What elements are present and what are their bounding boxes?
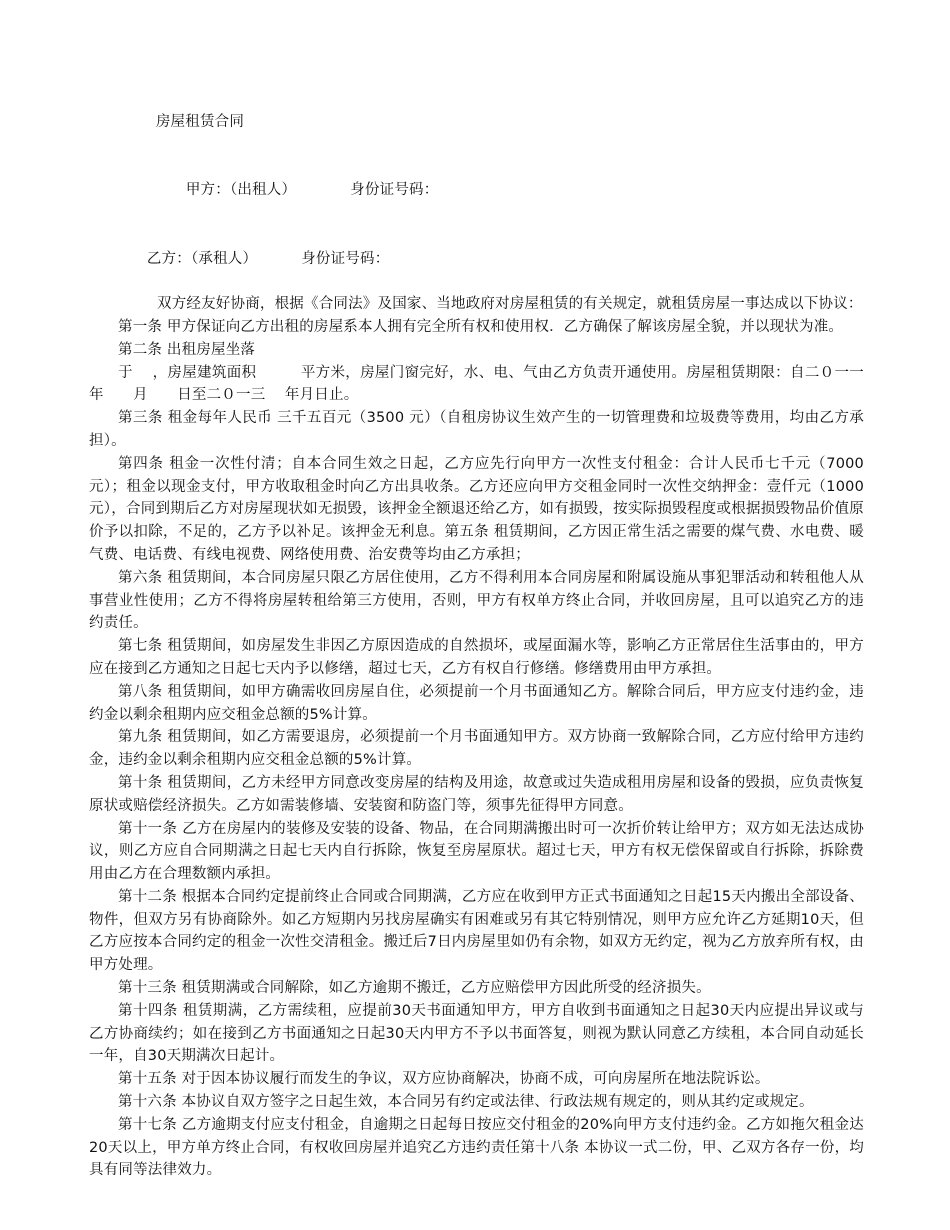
contract-body: [89, 88, 864, 1182]
clause-2-text: 于 ，房屋建筑面积 平方米，房屋门窗完好，水、电、气由乙方负责开通使用。房屋租赁期限：自二０一一年 月 日至二０一三 年月日止。: [89, 364, 864, 404]
party-a-id-label: 身份证号码：: [350, 182, 439, 199]
clause-10: 第十条 租赁期间，乙方未经甲方同意改变房屋的结构及用途，故意或过失造成租用房屋和设备的毁损，应负责恢复原状或赔偿经济损失。乙方如需装修墙、安装窗和防盗门等，须事先征得甲方同意。: [89, 774, 864, 814]
clause-12: 第十二条 根据本合同约定提前终止合同或合同期满，乙方应在收到甲方正式书面通知之日起15天内搬出全部设备、物件，但双方另有协商除外。如乙方短期内另找房屋确实有困难或另有其它特别情况，则甲方应允许乙方延期10天，但乙方应按本合同约定的租金一次性交清租金。搬迁后7日内房屋里如仍有余物，如双方无约定，视为乙方放弃所有权，由甲方处理。: [89, 888, 864, 974]
party-b-line: [89, 225, 864, 293]
clause-6: 第六条 租赁期间，本合同房屋只限乙方居住使用，乙方不得利用本合同房屋和附属设施从事犯罪活动和转租他人从事营业性使用；乙方不得将房屋转租给第三方使用，否则，甲方有权单方终止合同，并收回房屋，且可以追究乙方的违约责任。: [89, 569, 864, 632]
party-b-label: 乙方：（承租人）: [146, 250, 258, 267]
clause-16: 第十六条 本协议自双方签字之日起生效，本合同另有约定或法律、行政法规有规定的，则从其约定或规定。: [118, 1094, 814, 1111]
title-text: 房屋租赁合同: [155, 113, 245, 130]
clause-15: 第十五条 对于因本协议履行而发生的争议，双方应协商解决，协商不成，可向房屋所在地法院诉讼。: [118, 1071, 770, 1088]
intro-paragraph: 双方经友好协商，根据《合同法》及国家、当地政府对房屋租赁的有关规定，就租赁房屋一事达成以下协议：: [157, 296, 863, 313]
clause-4-5: 第四条 租金一次性付清；自本合同生效之日起，乙方应先行向甲方一次性支付租金：合计人民币七千元（7000元）；租金以现金支付，甲方收取租金时向乙方出具收条。乙方还应向甲方交租金同时一次性交纳押金：壹仟元（1000元），合同到期后乙方对房屋现状如无损毁，该押金全额退还给乙方，如有损毁，按实际损毁程度或根据损毁物品价值原价予以扣除，不足的，乙方予以补足。该押金无利息。第五条 租赁期间，乙方因正常生活之需要的煤气费、水电费、暖气费、电话费、有线电视费、网络使用费、治安费等均由乙方承担；: [89, 455, 864, 563]
clause-7: 第七条 租赁期间，如房屋发生非因乙方原因造成的自然损坏，或屋面漏水等，影响乙方正常居住生活事由的，甲方应在接到乙方通知之日起七天内予以修缮，超过七天，乙方有权自行修缮。修缮费用由甲方承担。: [89, 638, 864, 677]
document-title: [89, 88, 864, 156]
clause-8: 第八条 租赁期间，如甲方确需收回房屋自住，必须提前一个月书面通知乙方。解除合同后，甲方应支付违约金，违约金以剩余租期内应交租金总额的5%计算。: [89, 683, 864, 723]
clause-11: 第十一条 乙方在房屋内的装修及安装的设备、物品，在合同期满搬出时可一次折价转让给甲方；双方如无法达成协议，则乙方应自合同期满之日起七天内自行拆除，恢复至房屋原状。超过七天，甲方有权无偿保留或自行拆除，拆除费用由乙方在合理数额内承担。: [89, 820, 864, 883]
clause-3: 第三条 租金每年人民币 三千五百元（3500 元）（自租房协议生效产生的一切管理费和垃圾费等费用，均由乙方承担）。: [89, 410, 864, 449]
clause-1: 第一条 甲方保证向乙方出租的房屋系本人拥有完全所有权和使用权．乙方确保了解该房屋全貌，并以现状为准。: [118, 318, 844, 335]
clause-14: 第十四条 租赁期满，乙方需续租，应提前30天书面通知甲方，甲方自收到书面通知之日起30天内应提出异议或与乙方协商续约；如在接到乙方书面通知之日起30天内甲方不予以书面答复，则视为默认同意乙方续租，本合同自动延长一年，自30天期满次日起计。: [89, 1002, 864, 1065]
clause-17-18: 第十七条 乙方逾期支付应支付租金，自逾期之日起每日按应交付租金的20%向甲方支付违约金。乙方如拖欠租金达20天以上，甲方单方终止合同，有权收回房屋并追究乙方违约责任第十八条 本协议一式二份，甲、乙双方各存一份，均具有同等法律效力。: [89, 1116, 864, 1179]
clause-13: 第十三条 租赁期满或合同解除，如乙方逾期不搬迁，乙方应赔偿甲方因此所受的经济损失。: [118, 980, 711, 997]
clause-2-heading: 第二条 出租房屋坐落: [118, 341, 256, 358]
party-a-line: [89, 156, 864, 224]
party-a-label: 甲方：（出租人）: [185, 182, 297, 199]
party-b-id-label: 身份证号码：: [301, 250, 390, 267]
clause-9: 第九条 租赁期间，如乙方需要退房，必须提前一个月书面通知甲方。双方协商一致解除合同，乙方应付给甲方违约金，违约金以剩余租期内应交租金总额的5%计算。: [89, 729, 864, 769]
